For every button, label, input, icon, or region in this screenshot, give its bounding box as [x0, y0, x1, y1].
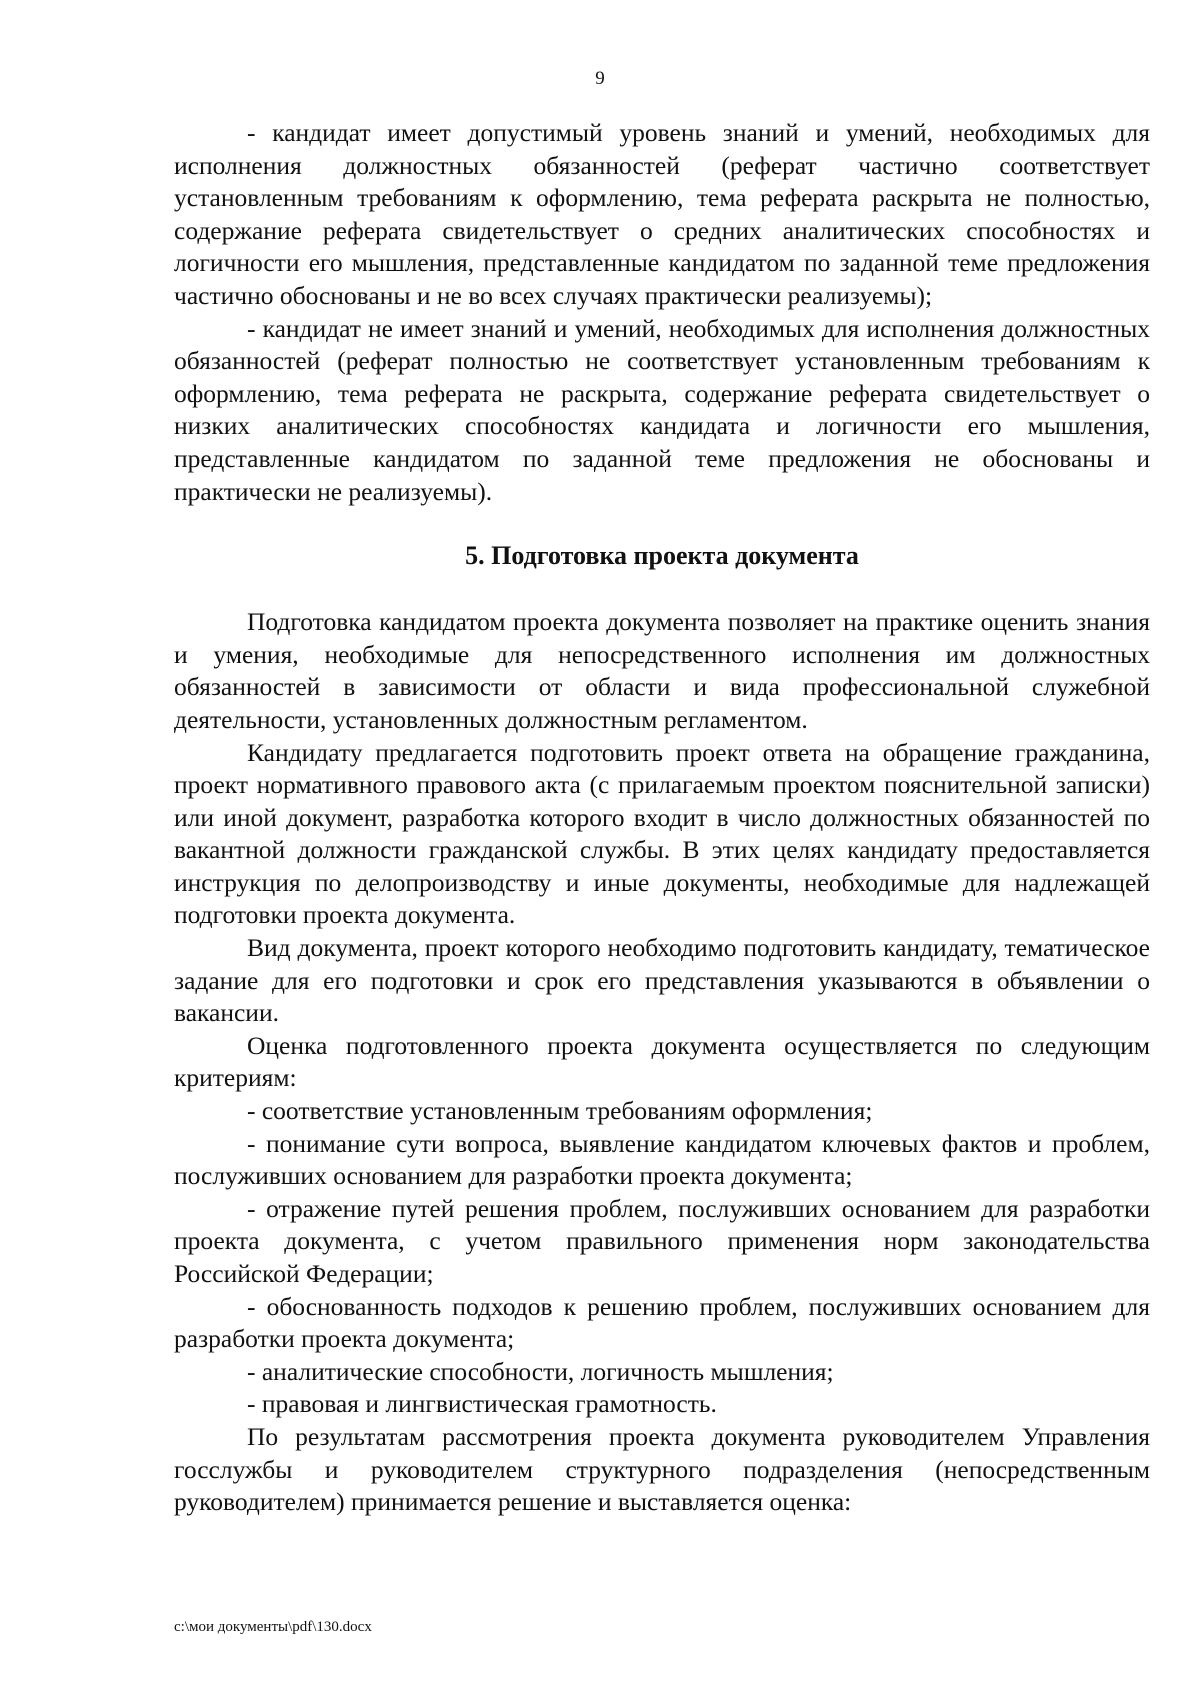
paragraph-intro: Подготовка кандидатом проекта документа позволяет на практике оценить знания и умения, необходимые для непосредственного исполнения им должностных обязанностей в зависимости от области и вида профессиональной служебной деятельности, установленных должностным регламентом. [174, 607, 1150, 734]
list-item-criterion: - соответствие установленным требованиям оформления; [247, 1096, 873, 1126]
footer-file-path: c:\мои документы\pdf\130.docx [174, 1619, 372, 1635]
page-number: 9 [595, 68, 605, 89]
section-heading: 5. Подготовка проекта документа [465, 541, 859, 571]
paragraph-document-type: Вид документа, проект которого необходимо подготовить кандидату, тематическое задание для его подготовки и срок его представления указываются в объявлении о вакансии. [174, 933, 1150, 1028]
paragraph-criterion-low: - кандидат не имеет знаний и умений, необходимых для исполнения должностных обязанностей (реферат полностью не соответствует установленным требованиям к оформлению, тема реферата не раскрыта, содержание реферата свидетельствует о низких аналитических способностях кандидата и логичности его мышления, представленные кандидатом по заданной теме предложения не обоснованы и практически не реализуемы). [174, 313, 1150, 506]
document-body [174, 117, 1150, 1519]
list-item-criterion: - понимание сути вопроса, выявление кандидатом ключевых фактов и проблем, послуживших основанием для разработки проекта документа; [174, 1128, 1150, 1191]
list-item-criterion: - обоснованность подходов к решению проблем, послуживших основанием для разработки проекта документа; [174, 1291, 1150, 1354]
list-item-criterion: - правовая и лингвистическая грамотность. [247, 1389, 717, 1419]
paragraph-task-description: Кандидату предлагается подготовить проект ответа на обращение гражданина, проект нормативного правового акта (с прилагаемым проектом пояснительной записки) или иной документ, разработка которого входит в число должностных обязанностей по вакантной должности гражданской службы. В этих целях кандидату предоставляется инструкция по делопроизводству и иные документы, необходимые для надлежащей подготовки проекта документа. [174, 737, 1150, 930]
paragraph-criterion-average: - кандидат имеет допустимый уровень знаний и умений, необходимых для исполнения должностных обязанностей (реферат частично соответствует установленным требованиям к оформлению, тема реферата раскрыта не полностью, содержание реферата свидетельствует о средних аналитических способностях и логичности его мышления, представленные кандидатом по заданной теме предложения частично обоснованы и не во всех случаях практически реализуемы); [174, 118, 1150, 310]
list-item-criterion: - отражение путей решения проблем, послуживших основанием для разработки проекта документа, с учетом правильного применения норм законодательства Российской Федерации; [174, 1193, 1150, 1288]
list-item-criterion: - аналитические способности, логичность мышления; [247, 1356, 834, 1386]
paragraph-evaluation-criteria: Оценка подготовленного проекта документа осуществляется по следующим критериям: [174, 1030, 1150, 1093]
paragraph-decision: По результатам рассмотрения проекта документа руководителем Управления госслужбы и руководителем структурного подразделения (непосредственным руководителем) принимается решение и выставляется оценка: [174, 1421, 1150, 1517]
